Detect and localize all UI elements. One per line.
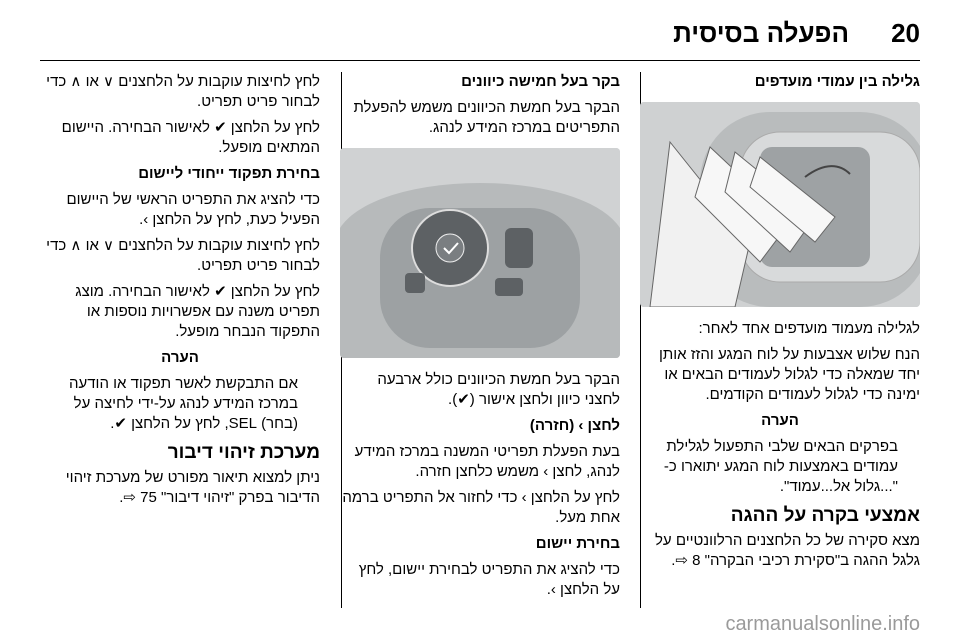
column-middle <box>340 72 620 606</box>
note-text: בפרקים הבאים שלבי התפעול לגלילת עמודים באמצעות לוח המגע יתוארו כ-"...גלול אל...עמוד". <box>663 438 898 495</box>
body-text: לחץ על הלחצן ✔ לאישור הבחירה. מוצג תפריט משנה עם אפשרויות נוספות או התפקוד הנבחר מופעל. <box>75 283 320 340</box>
body-text: כדי להציג את התפריט הראשי של היישום הפעיל כעת, לחץ על הלחצן ›. <box>66 191 320 228</box>
section-heading-controller: בקר בעל חמישה כיוונים <box>461 73 620 90</box>
body-text: כדי להציג את התפריט לבחירת יישום, לחץ על הלחצן ›. <box>358 561 620 598</box>
note-heading: הערה <box>161 349 199 366</box>
section-heading-voice: מערכת זיהוי דיבור <box>167 442 320 463</box>
body-text: הבקר בעל חמשת הכיוונים משמש להפעלת התפריטים במרכז המידע לנהג. <box>353 99 620 136</box>
intro-text: לגלילה מעמוד מועדפים אחד לאחר: <box>698 320 920 337</box>
body-text: לחץ לחיצות עוקבות על הלחצנים ∨ או ∧ כדי לבחור פריט תפריט. <box>46 73 320 110</box>
subheading-back: לחצן › (חזרה) <box>529 417 620 434</box>
body-text: לחץ על הלחצן ✔ לאישור הבחירה. היישום המתאים מופעל. <box>61 119 320 156</box>
note-text: אם התבקשת לאשר תפקוד או הודעה במרכז המידע לנהג על-ידי לחיצה על (בחר) SEL, לחץ על הלחצן ✔. <box>69 375 298 432</box>
body-text: לחץ על הלחצן › כדי לחזור אל התפריט ברמה אחת מעל. <box>342 489 620 526</box>
body-text: הנח שלוש אצבעות על לוח המגע והזז אותן יחד שמאלה כדי לגלול לעמודים הבאים או ימינה כדי לגלול לעמודים הקודמים. <box>658 346 920 403</box>
section-heading-scrolling: גלילה בין עמודי מועדפים <box>754 73 920 90</box>
hand-swipe-icon <box>640 102 920 307</box>
steering-wheel-controller-icon <box>340 148 620 358</box>
body-text: בעת הפעלת תפריטי המשנה במרכז המידע לנהג, לחצן › משמש כלחצן חזרה. <box>354 443 620 480</box>
watermark: carmanualsonline.info <box>725 613 920 635</box>
hand-swipe-figure <box>640 102 920 307</box>
page-title: הפעלה בסיסית <box>673 18 850 48</box>
body-text: לחץ לחיצות עוקבות על הלחצנים ∨ או ∧ כדי לבחור פריט תפריט. <box>46 237 320 274</box>
body-text: מצא סקירה של כל הלחצנים הרלוונטיים על גלגל ההגה ב"סקירת רכיבי הבקרה" 8 ⇨. <box>654 532 920 569</box>
page-header <box>40 12 920 48</box>
note-heading: הערה <box>761 412 799 429</box>
header-rule <box>40 60 920 61</box>
controller-figure <box>340 148 620 358</box>
column-left <box>40 72 320 514</box>
body-text: הבקר בעל חמשת הכיוונים כולל ארבעה לחצני כיוון ולחצן אישור (✔). <box>377 371 620 408</box>
subheading-app-function: בחירת תפקוד ייחודי ליישום <box>138 165 320 182</box>
section-heading-steering: אמצעי בקרה על ההגה <box>730 505 920 526</box>
column-right <box>640 72 920 577</box>
subheading-select-app: בחירת יישום <box>535 535 620 552</box>
page-number: 20 <box>891 18 920 48</box>
body-text: ניתן למצוא תיאור מפורט של מערכת זיהוי הדיבור בפרק "זיהוי דיבור" 75 ⇨. <box>65 469 320 506</box>
